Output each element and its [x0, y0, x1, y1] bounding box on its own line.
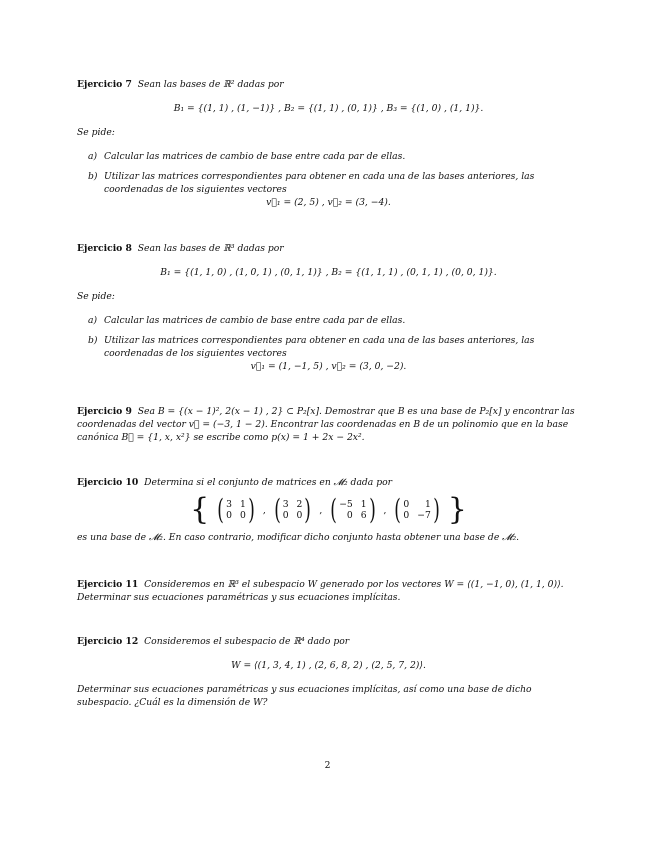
matrix-1-entry: 0: [226, 510, 233, 521]
exercise-7-item-b: [77, 170, 580, 196]
exercise-7-item-b-text: Utilizar las matrices correspondientes para obtener en cada una de las bases anteriores, las coordenadas de los siguientes vectores: [104, 171, 535, 195]
exercise-9-title: Ejercicio 9: [77, 406, 132, 417]
matrix-3-entry: 1: [360, 499, 367, 510]
exercise-7-se-pide: Se pide:: [77, 127, 115, 138]
matrix-4-entry: 0: [403, 510, 410, 521]
matrix-1-entry: 0: [240, 510, 246, 521]
exercise-10-header: [77, 476, 580, 489]
exercise-8-item-a-label: a): [88, 315, 98, 326]
exercise-7-header: [77, 78, 580, 91]
exercise-7-title: Ejercicio 7: [77, 79, 132, 90]
exercise-12-title: Ejercicio 12: [77, 636, 139, 647]
matrix-2-entry: 3: [282, 499, 289, 510]
exercise-12-header: [77, 635, 580, 648]
exercise-8: [77, 242, 580, 373]
matrix-set: { ( 3 1 0 0 ) , ( 3 2 0 0 ) , ( −5 1 0 6 ) , ( 0 1 0 −7 ) }: [190, 492, 467, 527]
matrix-1-entry: 3: [226, 499, 233, 510]
exercise-10: [77, 476, 580, 544]
matrix-4: ( 0 1 0 −7 ): [394, 493, 440, 526]
exercise-8-header: [77, 242, 580, 255]
exercise-12: [77, 635, 580, 709]
matrix-2-entry: 0: [282, 510, 289, 521]
exercise-7-intro: Sean las bases de ℝ² dadas por: [137, 79, 284, 90]
exercise-8-item-a-text: Calcular las matrices de cambio de base entre cada par de ellas.: [104, 315, 406, 326]
exercise-10-intro: Determina si el conjunto de matrices en 𝓜₂ dada por: [144, 477, 393, 488]
exercise-7-vectors: v⃗₁ = (2, 5) , v⃗₂ = (3, −4).: [266, 197, 391, 208]
left-brace: {: [190, 492, 210, 527]
matrix-4-entry: −7: [417, 510, 431, 521]
matrix-1-entry: 1: [240, 499, 246, 510]
matrix-2-entry: 0: [296, 510, 303, 521]
exercise-11-body: [77, 578, 580, 604]
matrix-3-entry: −5: [339, 499, 353, 510]
exercise-8-se-pide: Se pide:: [77, 291, 115, 302]
exercise-8-item-b-label: b): [88, 335, 98, 346]
exercise-8-item-b: [77, 334, 580, 360]
matrix-3-entry: 6: [360, 510, 367, 521]
matrix-4-entry: 1: [424, 499, 431, 510]
exercise-7-item-b-label: b): [88, 171, 98, 182]
exercise-8-intro: Sean las bases de ℝ³ dadas por: [137, 243, 284, 254]
page-number: 2: [324, 760, 331, 771]
exercise-7-item-a-label: a): [88, 151, 98, 162]
exercise-12-span: W = ⟨(1, 3, 4, 1) , (2, 6, 8, 2) , (2, 5, 7, 2)⟩.: [231, 660, 426, 671]
exercise-12-outro: Determinar sus ecuaciones paramétricas y sus ecuaciones implícitas, así como una base de dicho subespacio. ¿Cuál es la dimensión de W?: [77, 684, 532, 708]
right-brace: }: [447, 492, 467, 527]
exercise-7-item-a-text: Calcular las matrices de cambio de base entre cada par de ellas.: [104, 151, 406, 162]
matrix-3: ( −5 1 0 6 ): [330, 493, 376, 526]
matrix-1: ( 3 1 0 0 ): [217, 493, 255, 526]
matrix-4-entry: 0: [403, 499, 410, 510]
exercise-8-vectors: v⃗₁ = (1, −1, 5) , v⃗₂ = (3, 0, −2).: [250, 361, 407, 372]
exercise-8-title: Ejercicio 8: [77, 243, 132, 254]
exercise-12-intro: Consideremos el subespacio de ℝ⁴ dado por: [144, 636, 350, 647]
matrix-3-entry: 0: [346, 510, 353, 521]
exercise-9-text: Sea B = {(x − 1)², 2(x − 1) , 2} ⊂ P₂[x]. Demostrar que B es una base de P₂[x] y encontrar las coordenadas del vector v⃗ = (−3, 1 − 2). Encontrar las coordenadas en B de un polinomio que en la base canónica B꜀ = {1, x, x²} se escribe como p(x) = 1 + 2x − 2x².: [77, 406, 575, 443]
exercise-11-text: Consideremos en ℝ³ el subespacio W generado por los vectores W = ⟨(1, −1, 0), (1, 1, 0)⟩. Determinar sus ecuaciones paramétricas y sus ecuaciones implícitas.: [77, 579, 564, 603]
exercise-9: [77, 405, 580, 444]
exercise-7: [77, 78, 580, 209]
matrix-2: ( 3 2 0 0 ): [273, 493, 312, 526]
exercise-8-item-b-text: Utilizar las matrices correspondientes para obtener en cada una de las bases anteriores, las coordenadas de los siguientes vectores: [104, 335, 535, 359]
exercise-10-outro: es una base de 𝓜₂. En caso contrario, modificar dicho conjunto hasta obtener una base de 𝓜₂.: [77, 532, 520, 543]
exercise-7-bases: B₁ = {(1, 1) , (1, −1)} , B₂ = {(1, 1) , (0, 1)} , B₃ = {(1, 0) , (1, 1)}.: [173, 103, 484, 114]
exercise-11: [77, 578, 580, 604]
exercise-8-bases: B₁ = {(1, 1, 0) , (1, 0, 1) , (0, 1, 1)} , B₂ = {(1, 1, 1) , (0, 1, 1) , (0, 0, 1)}.: [160, 267, 497, 278]
exercise-9-body: [77, 405, 580, 444]
exercise-7-item-a: [77, 150, 580, 163]
exercise-11-title: Ejercicio 11: [77, 579, 139, 590]
exercise-8-item-a: [77, 314, 580, 327]
exercise-10-title: Ejercicio 10: [77, 477, 139, 488]
matrix-2-entry: 2: [296, 499, 303, 510]
